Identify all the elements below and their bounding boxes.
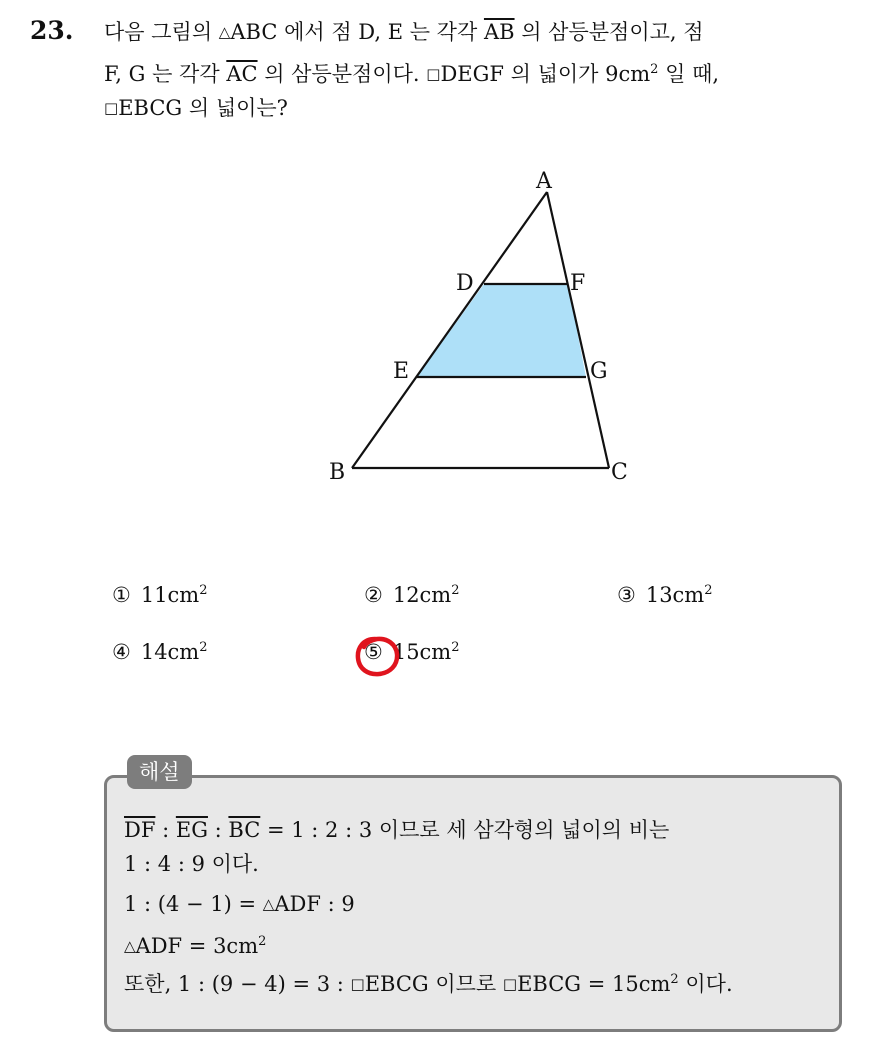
solution-text: ADF = 3cm bbox=[135, 934, 259, 958]
choice-value: 11cm bbox=[140, 583, 200, 607]
question-text: F, G 는 각각 bbox=[104, 62, 227, 86]
question-text: 의 삼등분점이고, 점 bbox=[514, 20, 704, 44]
triangle-symbol: △ bbox=[218, 23, 231, 41]
solution-text: 또한, 1 : (9 − 4) = 3 : bbox=[124, 972, 351, 996]
superscript: 2 bbox=[451, 583, 460, 598]
question-text: 의 넓이가 9cm bbox=[503, 62, 651, 86]
choice-marker: ② bbox=[364, 583, 383, 607]
question-number: 23. bbox=[30, 16, 74, 45]
solution-text: EBCG 이므로 bbox=[364, 972, 503, 996]
choice-marker: ① bbox=[112, 583, 131, 607]
solution-line-3 bbox=[124, 889, 355, 921]
superscript: 2 bbox=[199, 640, 208, 655]
choice-marker: ③ bbox=[617, 583, 636, 607]
quad-symbol: □ bbox=[426, 65, 441, 83]
solution-line-4 bbox=[124, 927, 266, 963]
triangle-figure bbox=[300, 150, 650, 500]
choice-2[interactable] bbox=[364, 583, 460, 607]
segment-bc: $\overline{BC}$ bbox=[228, 818, 261, 842]
label-f: F bbox=[570, 271, 586, 296]
superscript: 2 bbox=[670, 972, 679, 987]
solution-text: : bbox=[155, 818, 176, 842]
triangle-symbol: △ bbox=[124, 937, 136, 955]
solution-line-1 bbox=[124, 815, 669, 845]
choice-marker: ④ bbox=[112, 640, 131, 664]
question-line-1 bbox=[104, 17, 704, 49]
label-d: D bbox=[456, 271, 474, 296]
choice-value: 15cm bbox=[392, 640, 452, 664]
solution-text: 이다. bbox=[678, 972, 733, 996]
choice-value: 13cm bbox=[645, 583, 705, 607]
solution-text: EBCG = 15cm bbox=[517, 972, 671, 996]
label-b: B bbox=[329, 460, 346, 485]
question-text: DEGF bbox=[440, 62, 504, 86]
segment-df: $\overline{DF}$ bbox=[124, 818, 156, 842]
question-text: 일 때, bbox=[658, 62, 720, 86]
label-g: G bbox=[590, 359, 608, 384]
question-text: 다음 그림의 bbox=[104, 20, 219, 44]
segment-ac: $\overline{AC}$ bbox=[226, 62, 258, 86]
segment-eg: $\overline{EG}$ bbox=[175, 818, 208, 842]
label-e: E bbox=[393, 359, 410, 384]
superscript: 2 bbox=[199, 583, 208, 598]
solution-text: ADF : 9 bbox=[274, 892, 355, 916]
choice-4[interactable] bbox=[112, 640, 208, 664]
question-text: 의 넓이는? bbox=[182, 96, 288, 120]
answer-circle-mark bbox=[355, 636, 401, 678]
superscript: 2 bbox=[451, 640, 460, 655]
shaded-quadrilateral-degf bbox=[417, 284, 586, 377]
solution-text: : bbox=[207, 818, 229, 842]
choice-value: 12cm bbox=[392, 583, 452, 607]
superscript: 2 bbox=[650, 62, 659, 77]
question-text: ABC bbox=[230, 20, 278, 44]
solution-tag: 해설 bbox=[127, 755, 192, 789]
choice-marker: ⑤ bbox=[364, 640, 383, 664]
solution-line-5 bbox=[124, 965, 733, 1001]
label-c: C bbox=[611, 460, 628, 485]
label-a: A bbox=[536, 169, 552, 194]
choice-1[interactable] bbox=[112, 583, 208, 607]
question-text: 의 삼등분점이다. bbox=[257, 62, 427, 86]
solution-text: = 1 : 2 : 3 이므로 세 삼각형의 넓이의 비는 bbox=[260, 818, 670, 842]
question-line-3 bbox=[104, 93, 288, 125]
question-line-2 bbox=[104, 55, 719, 91]
question-text: 에서 점 D, E 는 각각 bbox=[277, 20, 484, 44]
choice-value: 14cm bbox=[140, 640, 200, 664]
segment-ab: $\overline{AB}$ bbox=[483, 20, 515, 44]
solution-text: 1 : (4 − 1) = bbox=[124, 892, 263, 916]
quad-symbol: □ bbox=[502, 975, 518, 993]
triangle-symbol: △ bbox=[262, 895, 275, 913]
choice-3[interactable] bbox=[617, 583, 713, 607]
solution-line-2: 1 : 4 : 9 이다. bbox=[124, 852, 259, 876]
superscript: 2 bbox=[704, 583, 713, 598]
superscript: 2 bbox=[258, 934, 267, 949]
quad-symbol: □ bbox=[104, 99, 119, 117]
quad-symbol: □ bbox=[350, 975, 365, 993]
question-text: EBCG bbox=[118, 96, 183, 120]
